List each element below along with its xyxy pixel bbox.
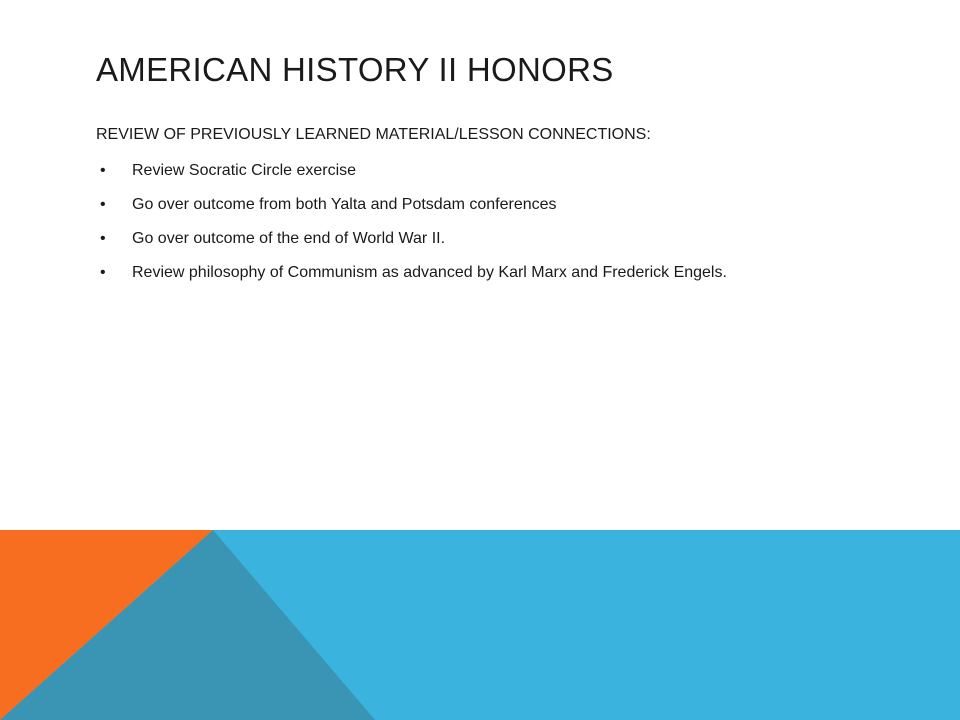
slide-subheading: REVIEW OF PREVIOUSLY LEARNED MATERIAL/LESSON CONNECTIONS: [96,126,651,143]
bullet-list [96,160,816,296]
bullet-item [96,160,816,182]
bullet-marker: • [100,230,106,247]
bullet-item [96,262,816,284]
bullet-text: Review philosophy of Communism as advanced by Karl Marx and Frederick Engels. [132,264,727,281]
bullet-item [96,228,816,250]
bullet-marker: • [100,162,106,179]
bullet-marker: • [100,264,106,281]
slide-title: AMERICAN HISTORY II HONORS [96,51,614,88]
bullet-text: Review Socratic Circle exercise [132,162,357,179]
bullet-text: Go over outcome of the end of World War II. [132,230,446,247]
bullet-marker: • [100,196,106,213]
bullet-text: Go over outcome from both Yalta and Potsdam conferences [132,196,557,213]
decorative-footer-band [0,530,960,720]
bullet-item [96,194,816,216]
